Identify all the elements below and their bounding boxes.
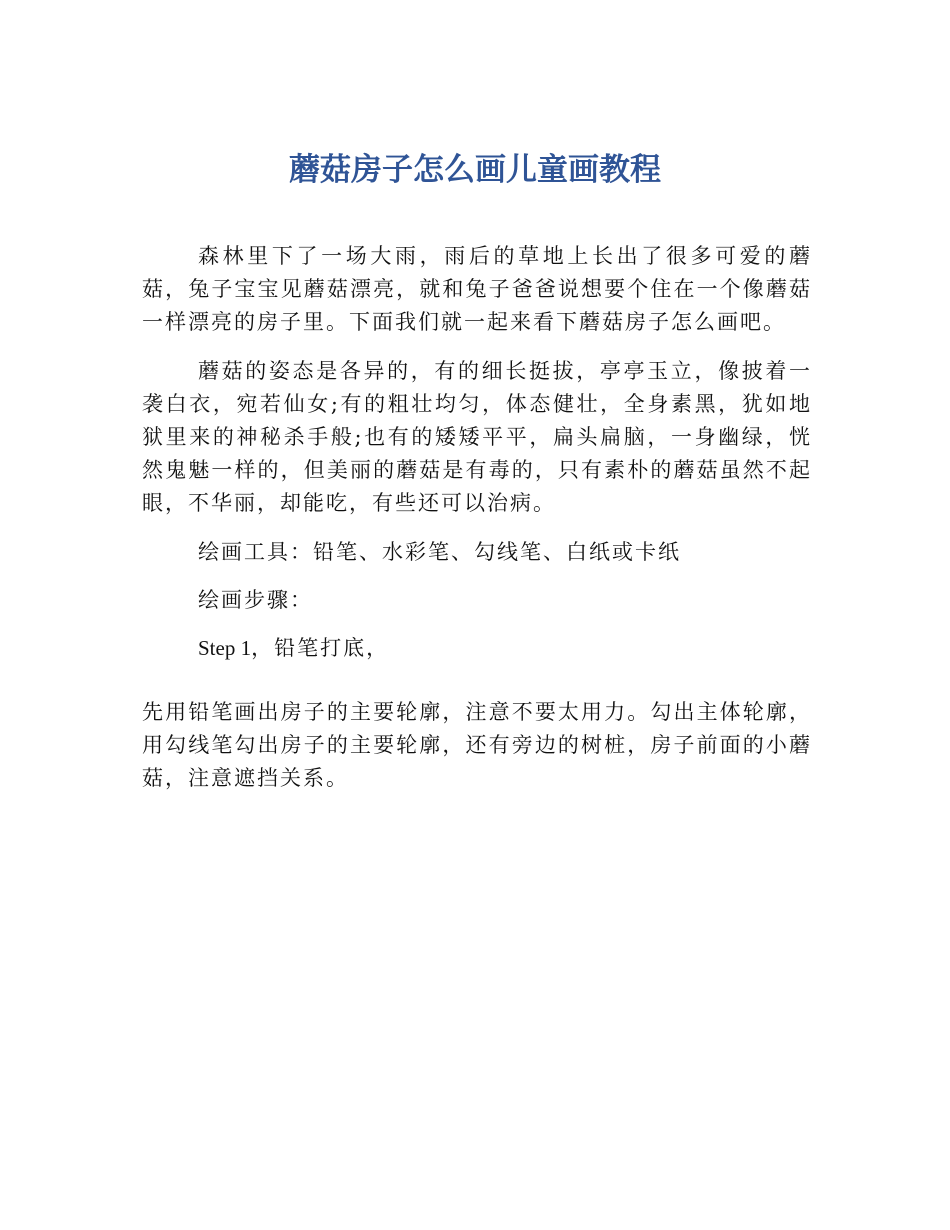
step-1-text: ，铅笔打底，: [251, 636, 390, 660]
paragraph-gap: [142, 680, 812, 696]
step-1-label: Step 1: [198, 636, 252, 660]
document-title: 蘑菇房子怎么画儿童画教程: [289, 152, 661, 188]
step-1-line: [142, 632, 812, 665]
mushroom-description-paragraph: 蘑菇的姿态是各异的，有的细长挺拔，亭亭玉立，像披着一袭白衣，宛若仙女;有的粗壮均匀，体态健壮，全身素黑，犹如地狱里来的神秘杀手般;也有的矮矮平平，扁头扁脑，一身幽绿，恍然鬼魅一样的，但美丽的蘑菇是有毒的，只有素朴的蘑菇虽然不起眼，不华丽，却能吃，有些还可以治病。: [142, 359, 812, 515]
intro-paragraph: 森林里下了一场大雨，雨后的草地上长出了很多可爱的蘑菇，兔子宝宝见蘑菇漂亮，就和兔子爸爸说想要个住在一个像蘑菇一样漂亮的房子里。下面我们就一起来看下蘑菇房子怎么画吧。: [142, 244, 812, 334]
document-body: [142, 240, 812, 811]
step-1-detail-paragraph: 先用铅笔画出房子的主要轮廓，注意不要太用力。勾出主体轮廓，用勾线笔勾出房子的主要轮廓，还有旁边的树桩，房子前面的小蘑菇，注意遮挡关系。: [142, 700, 812, 790]
drawing-steps-heading: 绘画步骤：: [198, 588, 313, 612]
drawing-tools-line: 绘画工具：铅笔、水彩笔、勾线笔、白纸或卡纸: [198, 540, 681, 564]
